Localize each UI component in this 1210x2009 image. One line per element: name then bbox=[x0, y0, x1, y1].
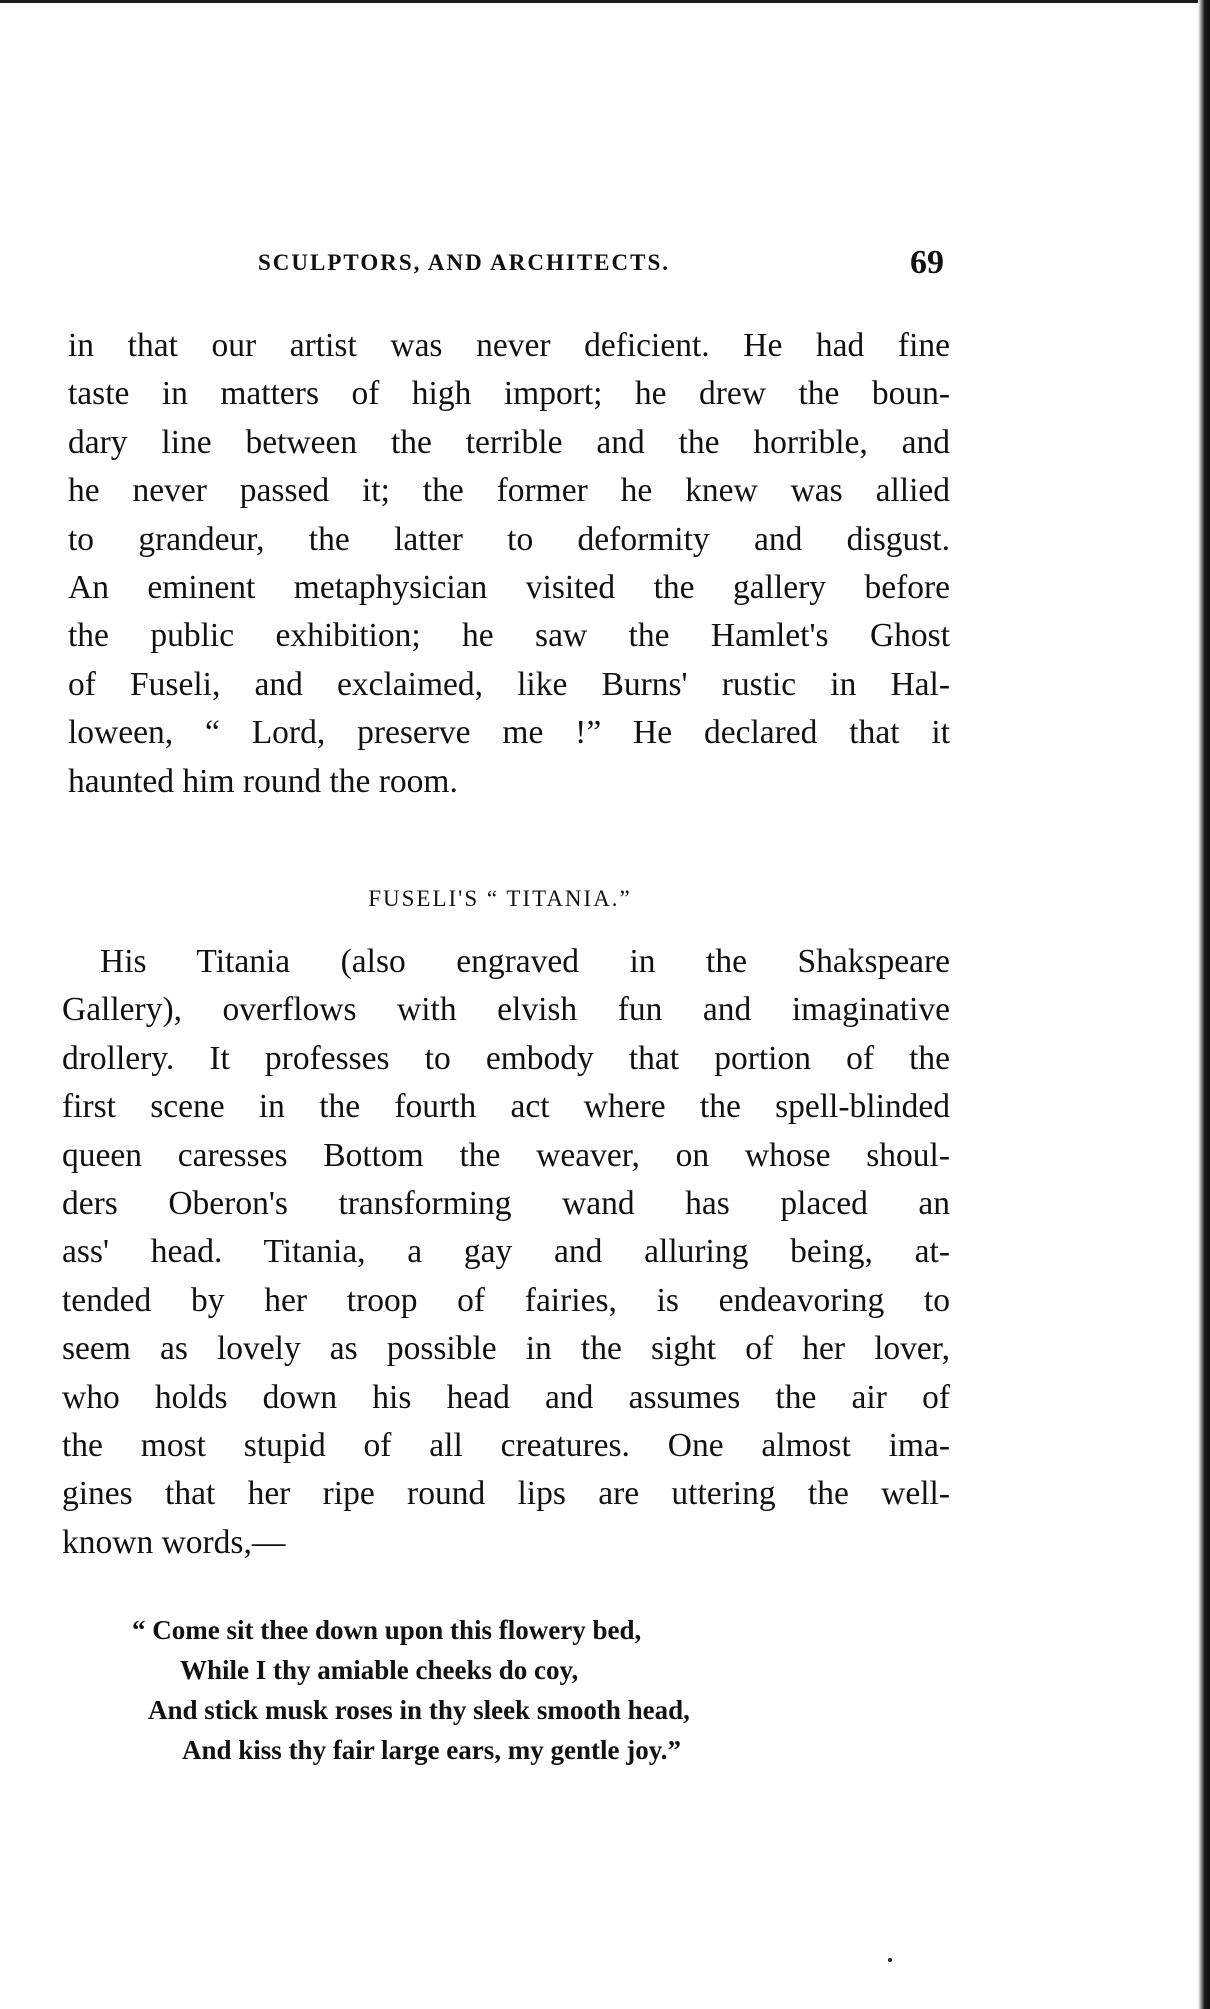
text-line: An eminent metaphysician visited the gallery before bbox=[68, 569, 950, 607]
text-line: he never passed it; the former he knew was allied bbox=[68, 472, 950, 510]
text-line: haunted him round the room. bbox=[68, 762, 458, 800]
text-line: the most stupid of all creatures. One almost ima- bbox=[62, 1427, 950, 1465]
paragraph-fuseli-taste bbox=[68, 322, 950, 806]
text-line: taste in matters of high import; he drew the boun- bbox=[68, 375, 950, 413]
text-line: drollery. It professes to embody that portion of the bbox=[62, 1039, 950, 1077]
section-heading-titania: FUSELI'S “ TITANIA.” bbox=[368, 886, 632, 911]
print-speck bbox=[888, 1958, 892, 1962]
text-line: ders Oberon's transforming wand has placed an bbox=[62, 1185, 950, 1223]
verse-line: And kiss thy fair large ears, my gentle joy.” bbox=[182, 1735, 681, 1765]
text-line: tended by her troop of fairies, is endeavoring to bbox=[62, 1281, 950, 1319]
text-line: who holds down his head and assumes the air of bbox=[62, 1378, 950, 1416]
text-line: gines that her ripe round lips are uttering the well- bbox=[62, 1475, 950, 1513]
text-line: known words,— bbox=[62, 1523, 286, 1561]
text-line: in that our artist was never deficient. He had fine bbox=[68, 327, 950, 364]
running-head: SCULPTORS, AND ARCHITECTS. bbox=[258, 250, 671, 275]
paragraph-titania bbox=[62, 938, 950, 1567]
text-line: Gallery), overflows with elvish fun and imaginative bbox=[62, 991, 950, 1029]
text-line: seem as lovely as possible in the sight of her lover, bbox=[62, 1330, 950, 1368]
verse-line: And stick musk roses in thy sleek smooth head, bbox=[148, 1695, 690, 1725]
verse-line: “ Come sit thee down upon this flowery bed, bbox=[132, 1615, 642, 1645]
page-top-edge bbox=[0, 0, 1210, 3]
text-line: to grandeur, the latter to deformity and disgust. bbox=[68, 520, 950, 558]
text-line: His Titania (also engraved in the Shakspeare bbox=[100, 943, 950, 980]
text-line: dary line between the terrible and the horrible, and bbox=[68, 423, 950, 461]
text-line: ass' head. Titania, a gay and alluring being, at- bbox=[62, 1233, 950, 1271]
verse-line: While I thy amiable cheeks do coy, bbox=[180, 1655, 579, 1685]
text-line: queen caresses Bottom the weaver, on whose shoul- bbox=[62, 1136, 950, 1174]
verse-quotation bbox=[132, 1610, 690, 1770]
text-line: the public exhibition; he saw the Hamlet's Ghost bbox=[68, 617, 950, 655]
page-number: 69 bbox=[910, 244, 944, 281]
text-line: of Fuseli, and exclaimed, like Burns' rustic in Hal- bbox=[68, 665, 950, 703]
text-line: first scene in the fourth act where the spell-blinded bbox=[62, 1088, 950, 1126]
text-line: loween, “ Lord, preserve me !” He declared that it bbox=[68, 714, 950, 752]
page-right-edge-shadow bbox=[1198, 0, 1210, 2009]
